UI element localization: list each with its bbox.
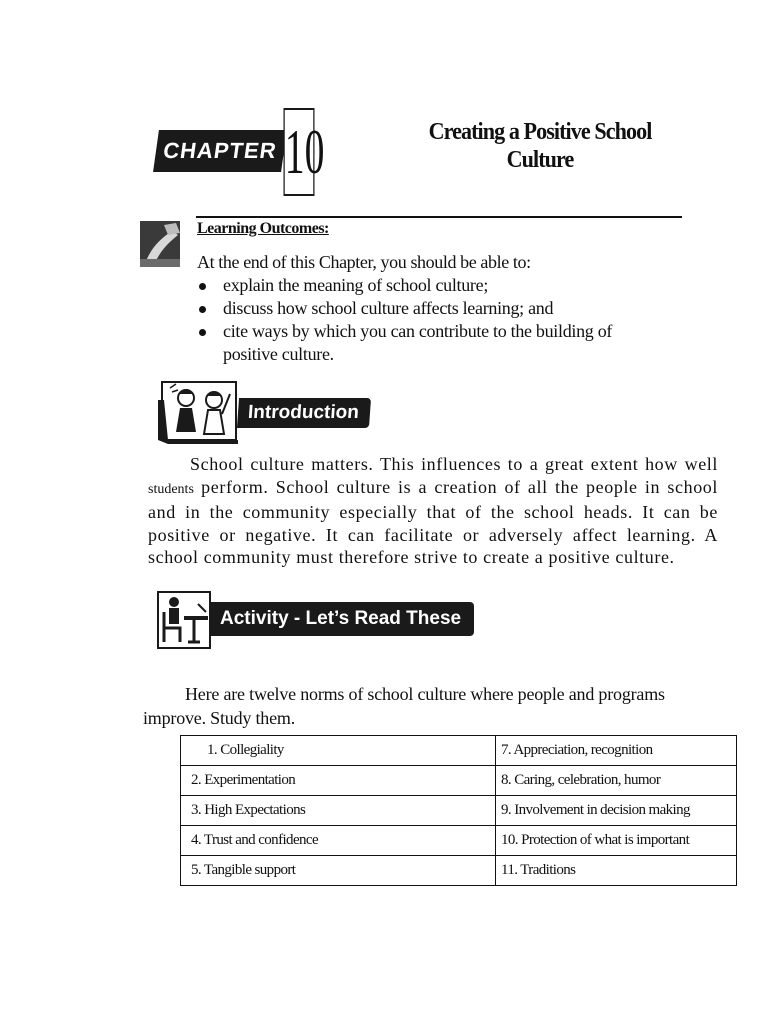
- table-row: [181, 736, 737, 766]
- chapter-title-line1: Creating a Positive School: [428, 119, 652, 145]
- table-cell: 3. High Expectations: [181, 796, 496, 826]
- norms-intro-paragraph: Here are twelve norms of school culture where people and programs improve. Study them.: [143, 684, 665, 728]
- learning-outcomes-heading: Learning Outcomes:: [197, 220, 329, 237]
- table-row: [181, 856, 737, 886]
- bullet-icon: [199, 329, 206, 336]
- introduction-banner-label: Introduction: [237, 398, 371, 428]
- table-cell: 2. Experimentation: [181, 766, 496, 796]
- activity-banner: [150, 590, 475, 652]
- table-cell: 8. Caring, celebration, humor: [496, 766, 737, 796]
- learning-outcomes-list: [197, 274, 667, 366]
- learning-outcomes-photo: [138, 221, 186, 267]
- table-cell: 11. Traditions: [496, 856, 737, 886]
- list-item: discuss how school culture affects learning; and: [197, 297, 667, 320]
- table-cell: 5. Tangible support: [181, 856, 496, 886]
- list-item: cite ways by which you can contribute to the building of positive culture.: [197, 320, 667, 366]
- chapter-label: CHAPTER: [153, 130, 287, 172]
- introduction-banner: [150, 380, 372, 446]
- table-cell: 10. Protection of what is important: [496, 826, 737, 856]
- chapter-badge: [150, 108, 325, 200]
- section-rule: [196, 216, 682, 218]
- student-desk-icon: [154, 590, 214, 650]
- norms-table: [180, 735, 737, 886]
- chapter-number: 10: [284, 108, 315, 196]
- table-cell: 7. Appreciation, recognition: [496, 736, 737, 766]
- people-illustration-icon: [158, 380, 238, 444]
- table-row: [181, 826, 737, 856]
- table-cell: 9. Involvement in decision making: [496, 796, 737, 826]
- activity-banner-label: Activity - Let’s Read These: [210, 602, 474, 636]
- table-row: [181, 796, 737, 826]
- chapter-title: [393, 118, 687, 174]
- list-item: explain the meaning of school culture;: [197, 274, 667, 297]
- bullet-icon: [199, 306, 206, 313]
- introduction-paragraph: School culture matters. This influences to a great extent how well students perform. School culture is a creation of all the people in school and in the community especially that of the school heads. It can be positive or negative. It can facilitate or adversely affect learning. A school community must therefore strive to create a positive culture.: [148, 454, 718, 567]
- bullet-icon: [199, 283, 206, 290]
- table-cell: 4. Trust and confidence: [181, 826, 496, 856]
- table-row: [181, 766, 737, 796]
- table-cell: 1. Collegiality: [181, 736, 496, 766]
- learning-outcomes-intro: At the end of this Chapter, you should be able to:: [197, 252, 531, 272]
- chapter-title-line2: Culture: [506, 147, 574, 173]
